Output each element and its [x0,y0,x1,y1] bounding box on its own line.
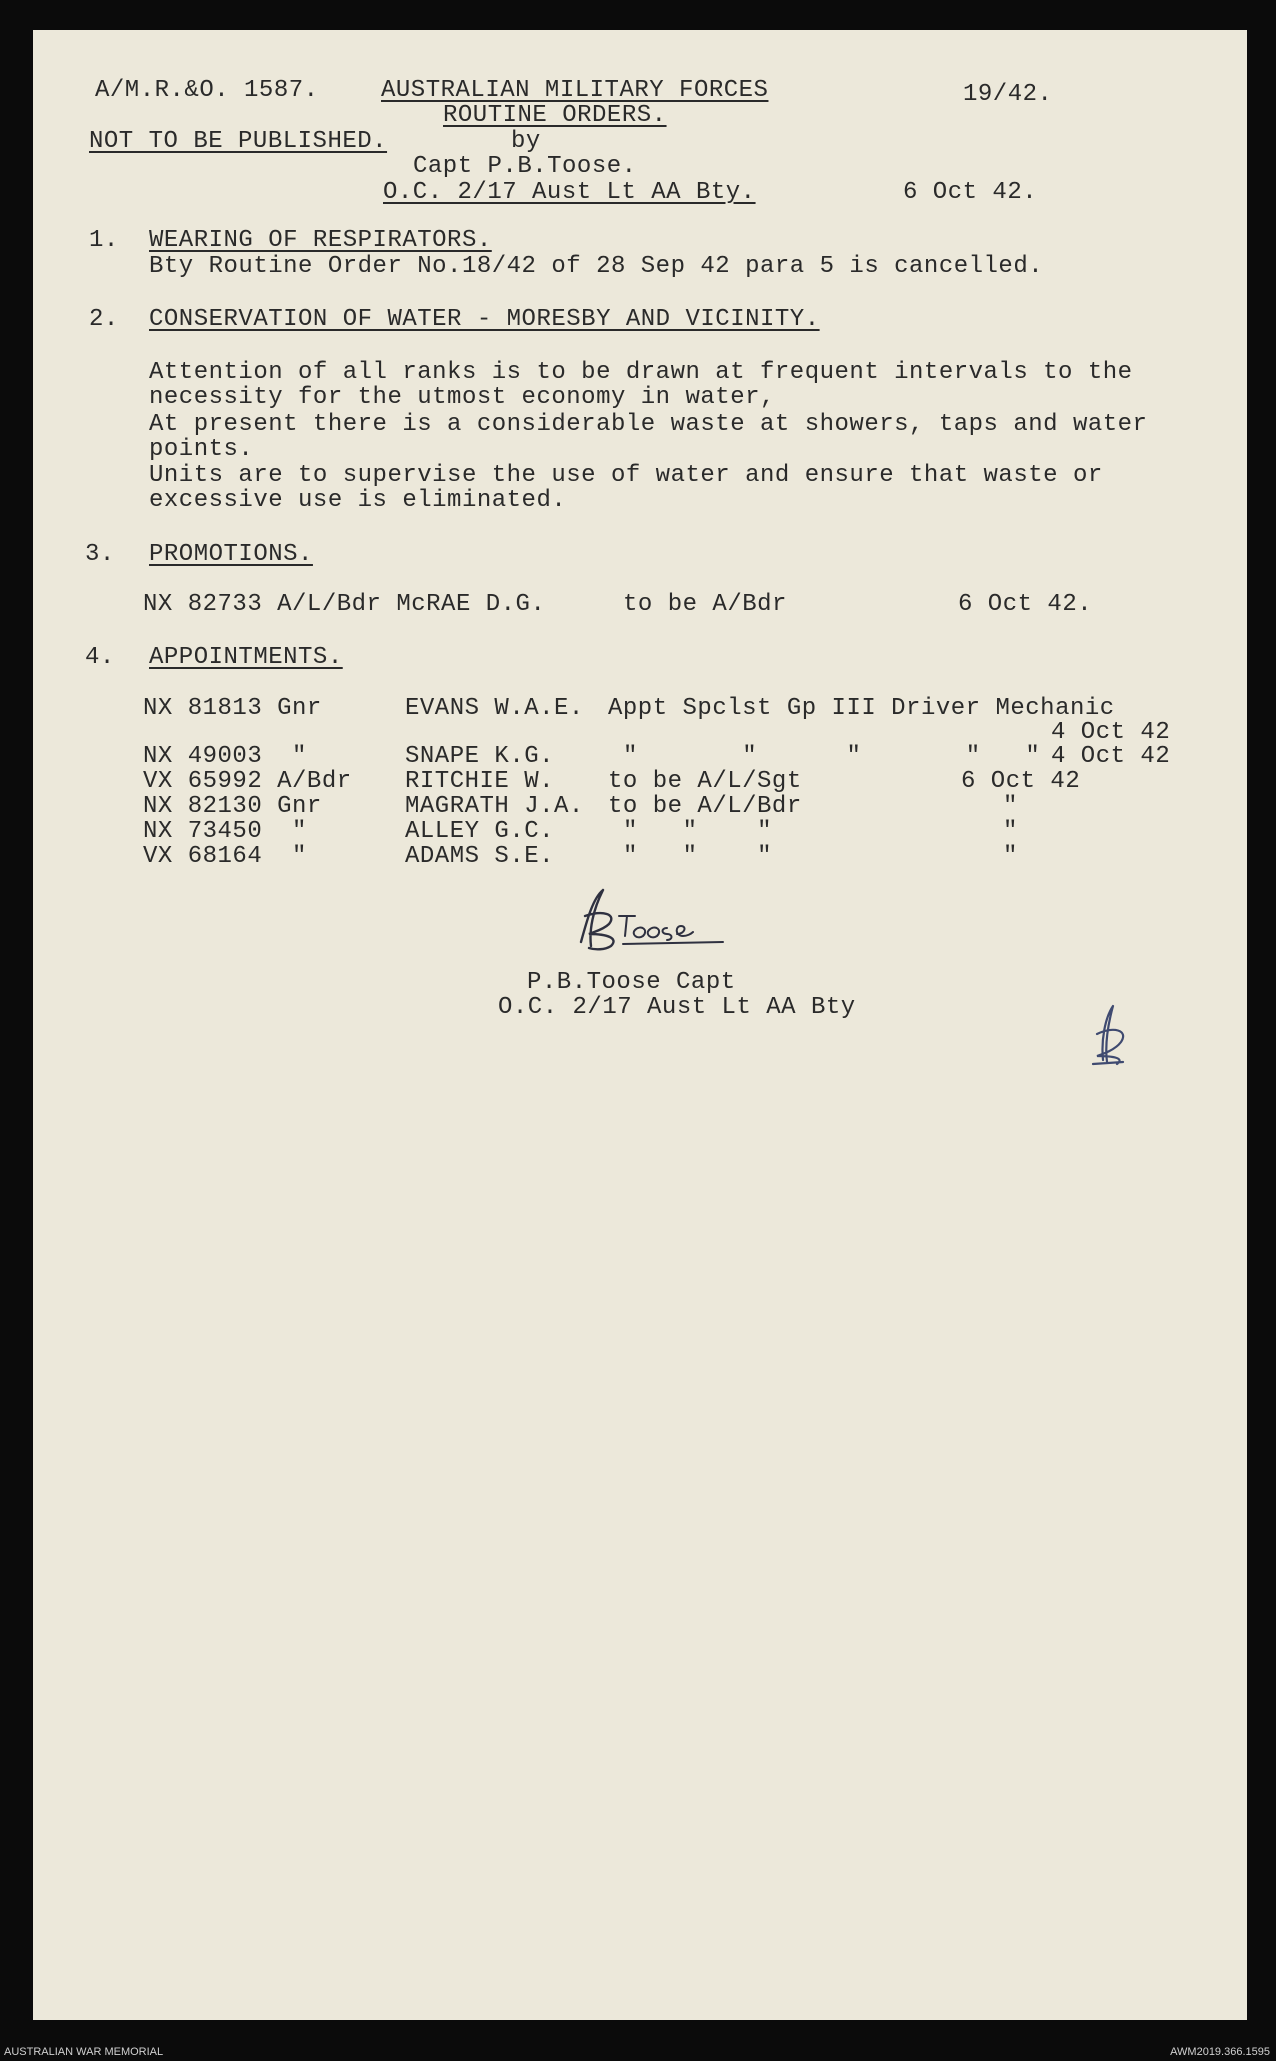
section-text: At present there is a considerable waste at showers, taps and water [149,411,1148,438]
promotion-action: to be A/Bdr [623,591,787,618]
section-text: excessive use is eliminated. [149,487,567,514]
section-text: Attention of all ranks is to be drawn at frequent intervals to the [149,359,1133,386]
footer-source: AUSTRALIAN WAR MEMORIAL [4,2046,164,2058]
appointment-number: NX 82130 Gnr [143,793,322,820]
appointment-date: " [1003,818,1018,845]
appointment-number: NX 81813 Gnr [143,695,322,722]
handwritten-initial [1083,1000,1143,1070]
appointment-number: NX 73450 " [143,818,307,845]
document-subtitle: ROUTINE ORDERS. [443,102,667,129]
appointment-name: EVANS W.A.E. [405,695,584,722]
signatory-name: P.B.Toose Capt [527,969,736,996]
order-number: 19/42. [963,81,1053,108]
section-text: Bty Routine Order No.18/42 of 28 Sep 42 para 5 is cancelled. [149,253,1044,280]
order-date: 6 Oct 42. [903,179,1038,206]
section-number: 1. [89,227,119,254]
appointment-action: Appt Spclst Gp III Driver Mechanic [608,695,1115,722]
reference-number: A/M.R.&O. 1587. [95,77,319,104]
appointment-action: to be A/L/Bdr [608,793,802,820]
appointment-action: " " " [623,818,773,845]
appointment-name: RITCHIE W. [405,768,555,795]
document-title: AUSTRALIAN MILITARY FORCES [381,77,769,104]
section-number: 4. [85,644,115,671]
appointment-date: " [1003,843,1018,870]
handwritten-signature [563,880,753,960]
promotion-date: 6 Oct 42. [958,591,1093,618]
appointment-date: 6 Oct 42 [961,768,1081,795]
appointment-number: VX 65992 A/Bdr [143,768,352,795]
appointment-number: NX 49003 " [143,743,307,770]
section-number: 2. [89,306,119,333]
promotion-soldier: NX 82733 A/L/Bdr McRAE D.G. [143,591,546,618]
by-line: by [511,128,541,155]
section-heading: CONSERVATION OF WATER - MORESBY AND VICINITY. [149,306,820,333]
appointment-name: MAGRATH J.A. [405,793,584,820]
footer-accession-number: AWM2019.366.1595 [1170,2046,1270,2058]
appointment-date: 4 Oct 42 [1051,719,1171,746]
appointment-date: " [1003,793,1018,820]
restriction-notice: NOT TO BE PUBLISHED. [89,128,388,155]
document-page [33,30,1247,2020]
signatory-title: O.C. 2/17 Aust Lt AA Bty [498,994,856,1021]
issuing-officer: Capt P.B.Toose. [413,153,637,180]
appointment-name: SNAPE K.G. [405,743,555,770]
section-number: 3. [85,541,115,568]
issuing-unit: O.C. 2/17 Aust Lt AA Bty. [383,179,756,206]
appointment-number: VX 68164 " [143,843,307,870]
section-text: necessity for the utmost economy in water, [149,384,775,411]
appointment-action: to be A/L/Sgt [608,768,802,795]
appointment-action: " " " [623,843,773,870]
appointment-name: ADAMS S.E. [405,843,555,870]
section-heading: PROMOTIONS. [149,541,313,568]
section-heading: APPOINTMENTS. [149,644,343,671]
appointment-action: " " " " " [623,743,1041,770]
section-text: Units are to supervise the use of water and ensure that waste or [149,462,1103,489]
section-text: points. [149,436,254,463]
appointment-date: 4 Oct 42 [1051,743,1171,770]
section-heading: WEARING OF RESPIRATORS. [149,227,492,254]
appointment-name: ALLEY G.C. [405,818,555,845]
